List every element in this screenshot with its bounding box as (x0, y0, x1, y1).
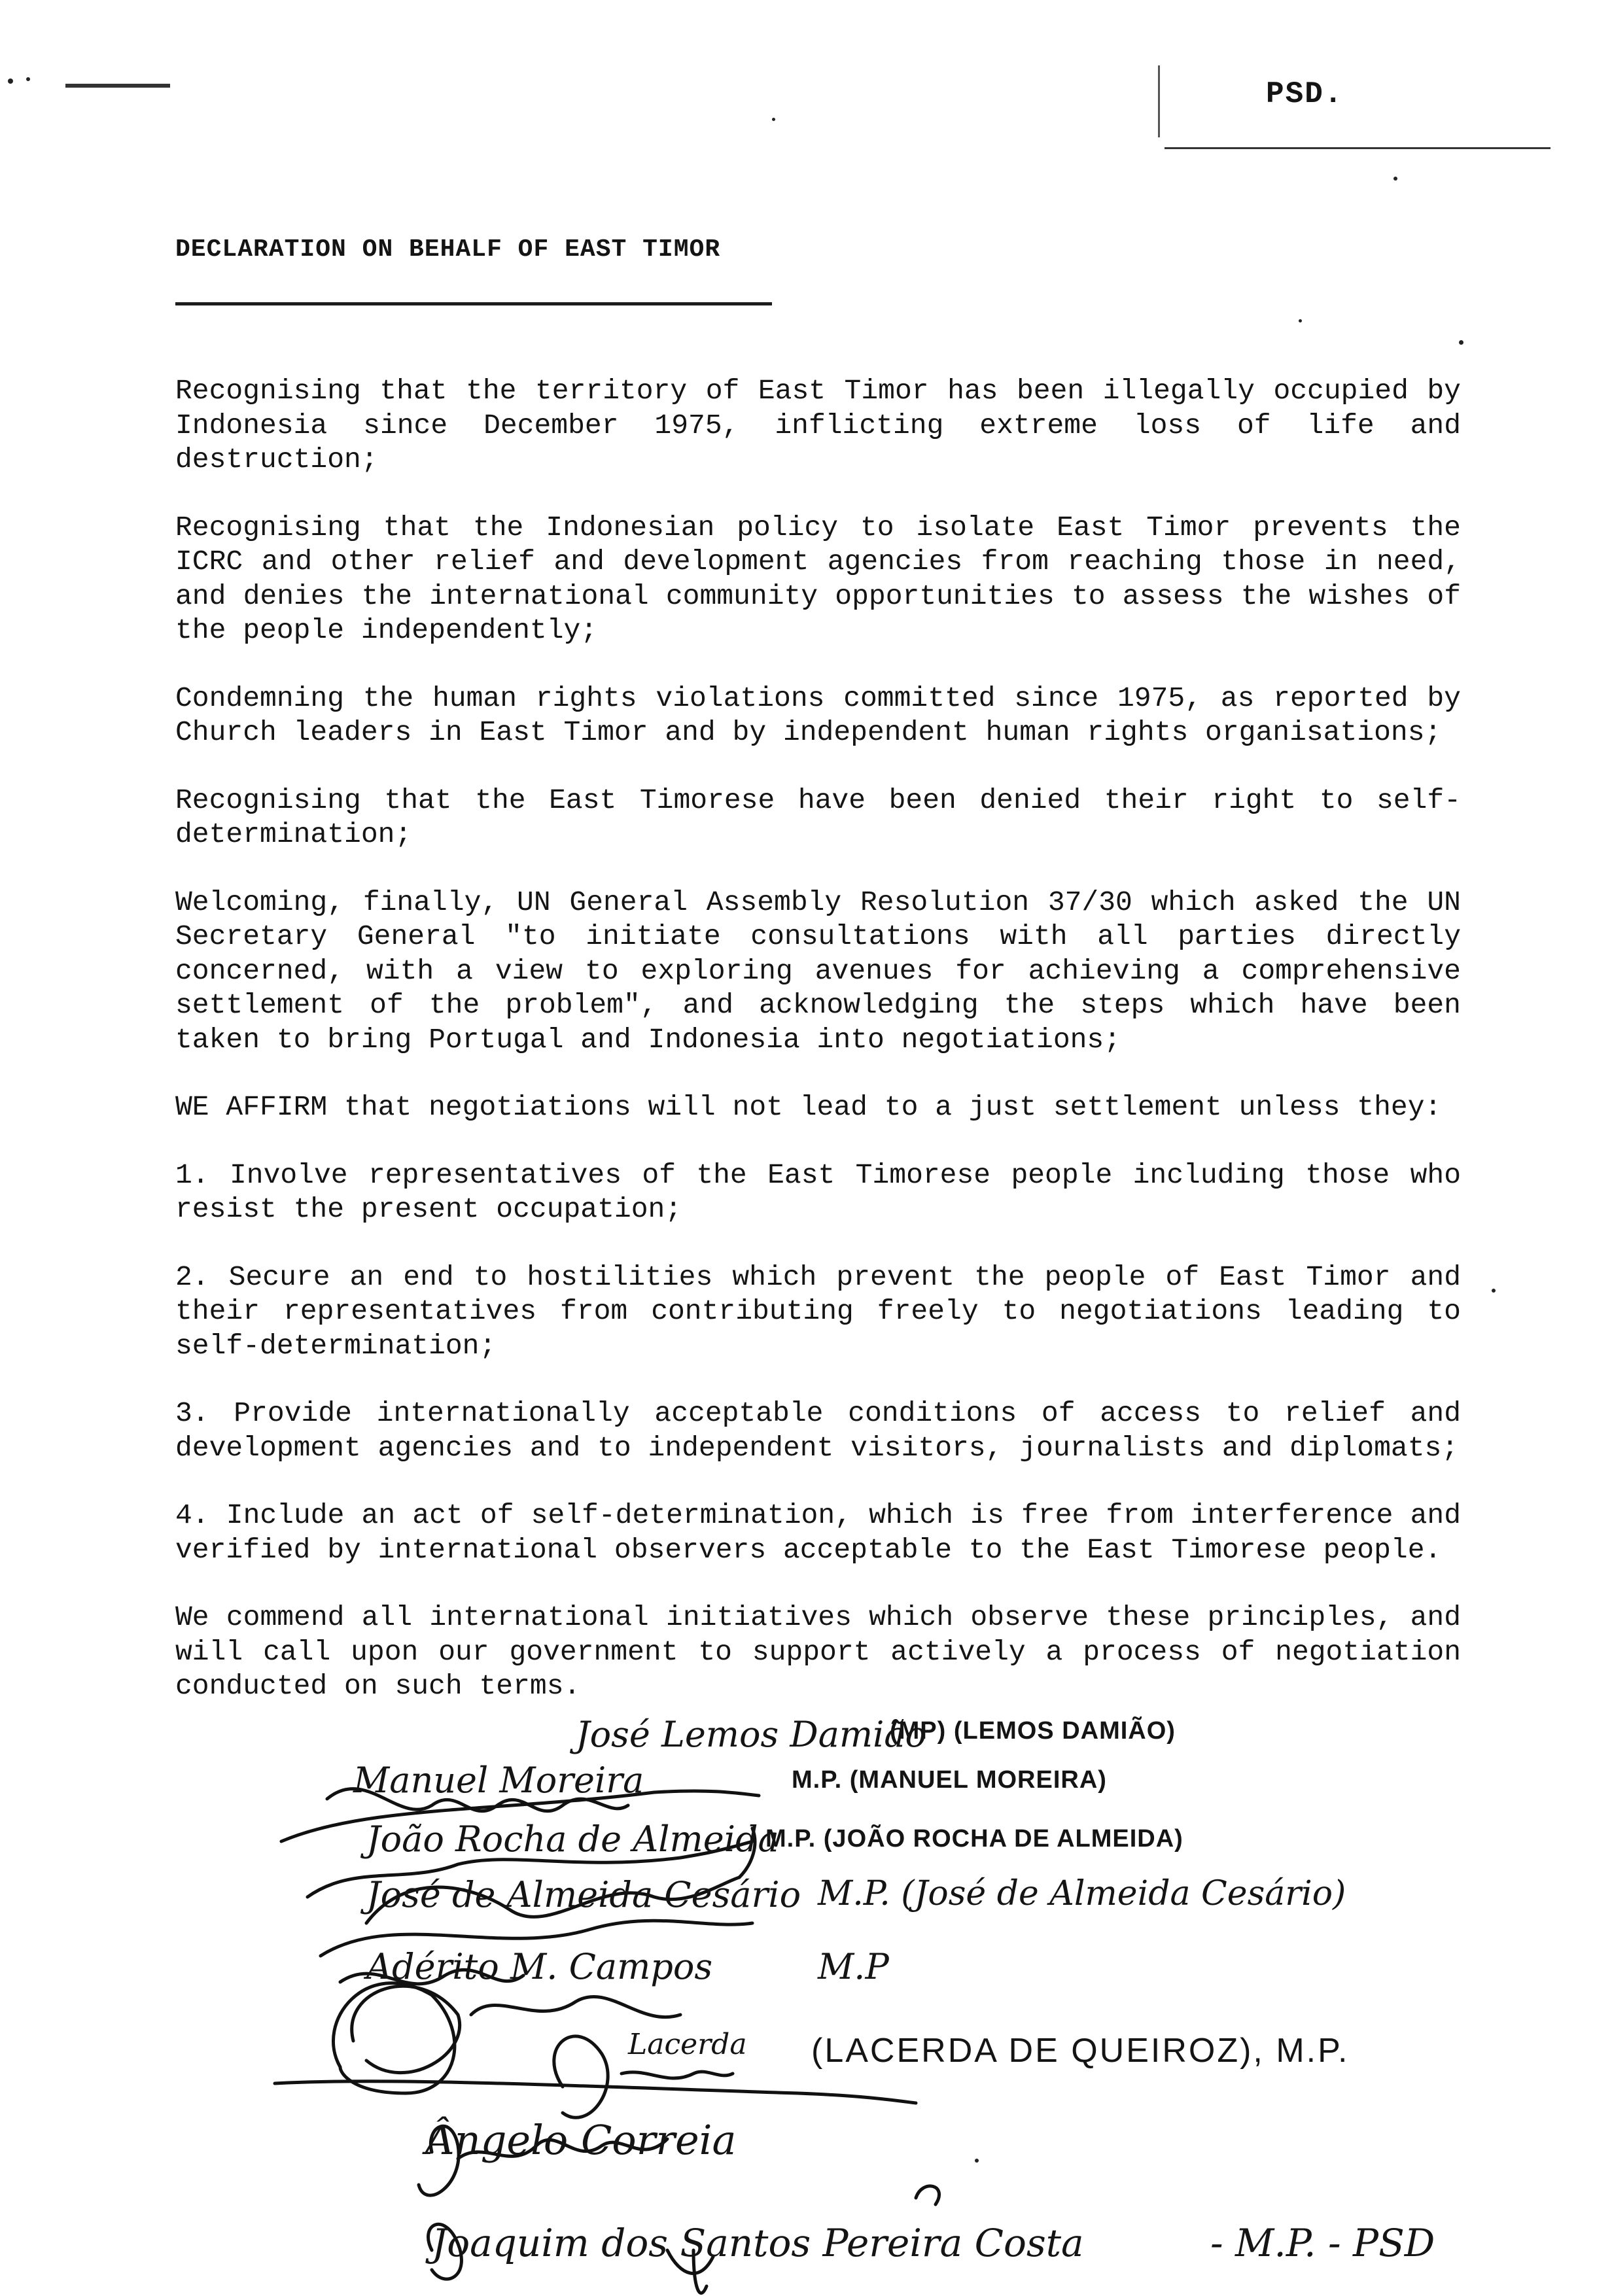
signature-annotation-joaquim-pereira-costa: - M.P. - PSD (1210, 2221, 1435, 2265)
condition-item-1: 1. Involve representatives of the East Timorese people including those who resist the present occupation; (175, 1158, 1461, 1225)
signature-manuel-moreira: Manuel Moreira (353, 1760, 644, 1801)
signature-angelo-correia: Ângelo Correia (425, 2116, 737, 2164)
signature-lacerda: Lacerda (628, 2028, 747, 2061)
signature-joao-rocha: João Rocha de Almeida (366, 1818, 779, 1860)
signature-annotation-jose-cesario: M.P. (José de Almeida Cesário) (818, 1874, 1346, 1913)
party-mark: PSD. (1266, 77, 1344, 111)
paragraph-recognising-self-determination: Recognising that the East Timorese have been denied their right to self-determination; (175, 784, 1461, 850)
signature-annotation-lemos-damiao: (MP) (LEMOS DAMIÃO) (890, 1717, 1176, 1745)
signature-joaquim-pereira-costa: Joaquim dos Santos Pereira Costa (432, 2221, 1084, 2265)
document-title: DECLARATION ON BEHALF OF EAST TIMOR (175, 235, 721, 264)
paragraph-we-affirm: WE AFFIRM that negotiations will not lead to a just settlement unless they: (175, 1091, 1442, 1123)
signature-annotation-joao-rocha: M.P. (JOÃO ROCHA DE ALMEIDA) (765, 1825, 1183, 1852)
paragraph-condemning-violations: Condemning the human rights violations committed since 1975, as reported by Church leaders in East Timor and by independent human rights organisations; (175, 682, 1461, 748)
paragraph-recognising-isolation: Recognising that the Indonesian policy to isolate East Timor prevents the ICRC and other relief and development agencies from reaching those in need, and denies the international community opportunities to assess the wishes of the people independently; (175, 511, 1461, 646)
signature-lemos-damiao: José Lemos Damião (576, 1714, 927, 1755)
signature-annotation-manuel-moreira: M.P. (MANUEL MOREIRA) (792, 1766, 1107, 1794)
condition-item-4: 4. Include an act of self-determination, which is free from interference and verified by international observers acceptable to the East Timorese people. (175, 1499, 1461, 1566)
signature-aderito-campos: Adérito M. Campos (366, 1946, 713, 1987)
signature-annotation-aderito-campos: M.P (818, 1946, 889, 1987)
condition-item-2: 2. Secure an end to hostilities which prevent the people of East Timor and their representatives from contributing freely to negotiations leading to self-determination; (175, 1261, 1461, 1362)
signature-annotation-lacerda: (LACERDA DE QUEIROZ), M.P. (811, 2032, 1350, 2070)
condition-item-3: 3. Provide internationally acceptable conditions of access to relief and development agencies and to independent visitors, journalists and diplomats; (175, 1397, 1461, 1464)
paragraph-welcoming-resolution: Welcoming, finally, UN General Assembly Resolution 37/30 which asked the UN Secretary General "to initiate consultations with all parties directly concerned, with a view to exploring avenues for achieving a comprehensive settlement of the problem", and acknowledging the steps which have been taken to bring Portugal and Indonesia into negotiations; (175, 886, 1461, 1056)
signature-jose-cesario: José de Almeida Cesário (366, 1874, 801, 1915)
paragraph-recognising-occupation: Recognising that the territory of East Timor has been illegally occupied by Indonesia since December 1975, inflicting extreme loss of life and destruction; (175, 375, 1461, 476)
paragraph-we-commend: We commend all international initiatives which observe these principles, and will call upon our government to support actively a process of negotiation conducted on such terms. (175, 1601, 1461, 1702)
